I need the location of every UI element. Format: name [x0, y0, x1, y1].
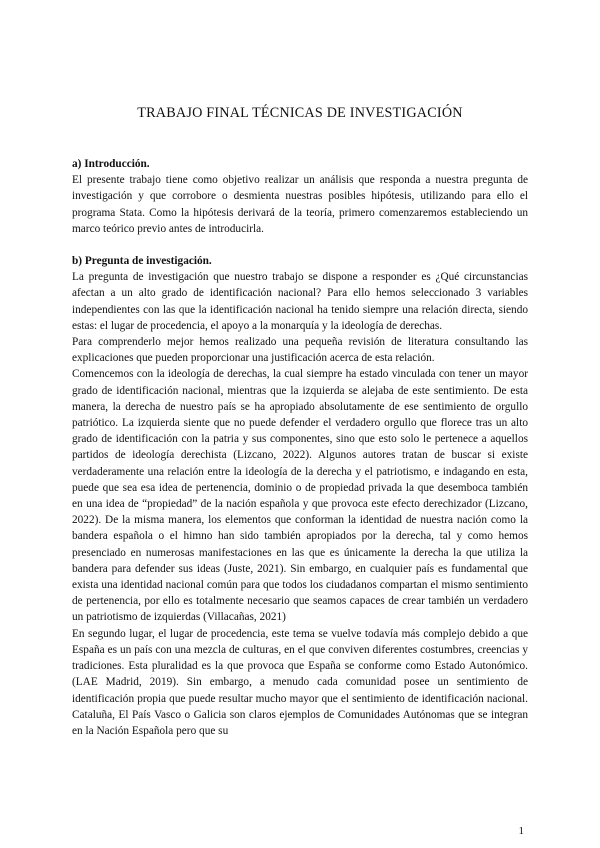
section-heading-introduccion: a) Introducción.: [72, 158, 150, 170]
paragraph: Para comprenderlo mejor hemos realizado una pequeña revisión de literatura consultando las explicaciones que pueden proporcionar una justificación acerca de esta relación.: [72, 336, 528, 365]
document-body: [72, 156, 528, 739]
paragraph: La pregunta de investigación que nuestro trabajo se dispone a responder es ¿Qué circunstancias afectan a un alto grado de identificación nacional? Para ello hemos seleccionado 3 variables independientes con las que la identificación nacional ha tenido siempre una relación directa, siendo estas: el lugar de procedencia, el apoyo a la monarquía y la ideología de derechas.: [72, 271, 528, 332]
page-number: 1: [518, 825, 524, 837]
paragraph: El presente trabajo tiene como objetivo realizar un análisis que responda a nuestra pregunta de investigación y que corrobore o desmienta nuestras posibles hipótesis, utilizando para ello el programa Stata. Como la hipótesis derivará de la teoría, primero comenzaremos estableciendo un marco teórico previo antes de introducirla.: [72, 174, 528, 235]
document-title: TRABAJO FINAL TÉCNICAS DE INVESTIGACIÓN: [137, 105, 463, 121]
section-heading-pregunta: b) Pregunta de investigación.: [72, 255, 212, 268]
paragraph: Comencemos con la ideología de derechas, la cual siempre ha estado vinculada con tener un mayor grado de identificación nacional, mientras que la izquierda se alejaba de este sentimiento. De esta manera, la derecha de nuestro país se ha apropiado absolutamente de ese sentimiento de orgullo patriótico. La izquierda siente que no puede defender el verdadero orgullo que florece tras un alto grado de identificación con la patria y sus componentes, sino que esto solo le pertenece a aquellos partidos de ideología derechista (Lizcano, 2022). Algunos autores tratan de buscar si existe verdaderamente una relación entre la ideología de la derecha y el patriotismo, e indagando en esta, puede que sea esa idea de pertenencia, dominio o de propiedad privada la que desemboca también en una idea de “propiedad” de la nación española y que provoca este efecto derechizador (Lizcano, 2022). De la misma manera, los elementos que conforman la identidad de nuestra nación como la bandera española o el himno han sido también apropiados por la derecha, tal y como hemos presenciado en numerosas manifestaciones en las que es únicamente la derecha la que utiliza la bandera para defender sus ideas (Juste, 2021). Sin embargo, en cualquier país es fundamental que exista una identidad nacional común para que todos los ciudadanos compartan el mismo sentimiento de pertenencia, por ello es totalmente necesario que seamos capaces de crear también un verdadero un patriotismo de izquierdas (Villacañas, 2021): [72, 368, 528, 624]
paragraph: En segundo lugar, el lugar de procedencia, este tema se vuelve todavía más complejo debido a que España es un país con una mezcla de culturas, en el que conviven diferentes costumbres, creencias y tradiciones. Esta pluralidad es la que provoca que España se conforme como Estado Autonómico. (LAE Madrid, 2019). Sin embargo, a menudo cada comunidad posee un sentimiento de identificación propia que puede resultar mucho mayor que el sentimiento de identificación nacional. Cataluña, El País Vasco o Galicia son claros ejemplos de Comunidades Autónomas que se integran en la Nación Española pero que su: [72, 627, 528, 737]
section-gap: [72, 237, 528, 253]
